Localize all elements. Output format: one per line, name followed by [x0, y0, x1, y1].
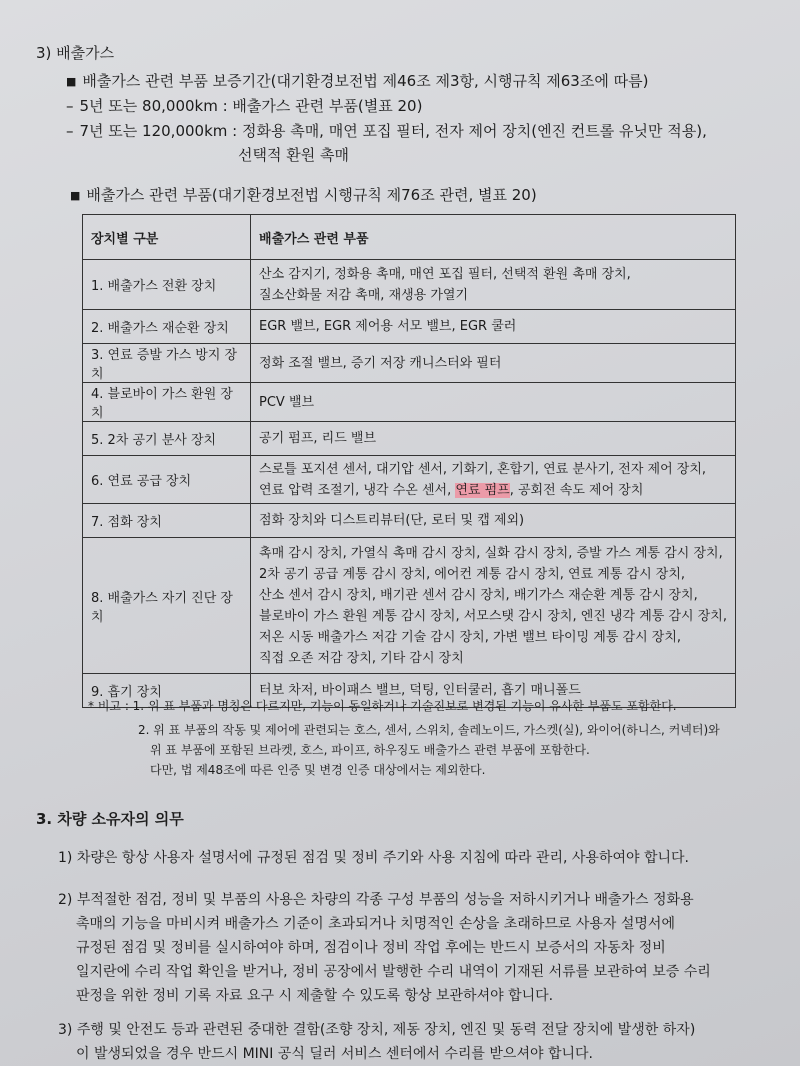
table-header-row [83, 215, 736, 260]
note-1: * 비고 : 1. 위 표 부품과 명칭은 다르지만, 기능이 동일하거나 기술진보로 변경된 기능이 유사한 부품도 포함한다. [88, 699, 677, 713]
row-parts [251, 260, 736, 310]
highlighted-fuel-pump: 연료 펌프 [455, 482, 510, 498]
owner-duties-heading: 3. 차량 소유자의 의무 [36, 810, 184, 828]
parts-line: PCV 밸브 [259, 394, 315, 410]
table-row [83, 538, 736, 674]
parts-line: 정화 조절 밸브, 증기 저장 캐니스터와 필터 [259, 355, 502, 371]
table-row [83, 383, 736, 422]
paragraph-line: 일지란에 수리 작업 확인을 받거나, 정비 공장에서 발행한 수리 내역이 기재된 서류를 보관하여 보증 수리 [76, 964, 711, 980]
row-category: 4. 블로바이 가스 환원 장치 [83, 383, 251, 422]
parts-line: 저온 시동 배출가스 저감 기술 감시 장치, 가변 밸브 타이밍 계통 감시 장치, [259, 629, 682, 645]
table-row [83, 504, 736, 538]
parts-line: 스로틀 포지션 센서, 대기압 센서, 기화기, 혼합기, 연료 분사기, 전자 제어 장치, [259, 461, 707, 477]
header-category: 장치별 구분 [83, 215, 251, 260]
table-row [83, 456, 736, 504]
row-category: 5. 2차 공기 분사 장치 [83, 422, 251, 456]
note-2-line1: 2. 위 표 부품의 작동 및 제어에 관련되는 호스, 센서, 스위치, 솔레노이드, 가스켓(실), 와이어(하니스, 커넥터)와 [138, 723, 720, 737]
row-parts [251, 538, 736, 674]
table-row [83, 310, 736, 344]
owner-duty-3 [58, 1018, 695, 1066]
row-category: 7. 점화 장치 [83, 504, 251, 538]
row-category: 2. 배출가스 재순환 장치 [83, 310, 251, 344]
table-row [83, 422, 736, 456]
parts-text: , 공회전 속도 제어 장치 [509, 482, 644, 498]
owner-duty-1: 1) 차량은 항상 사용자 설명서에 규정된 점검 및 정비 주기와 사용 지침에 따라 관리, 사용하여야 합니다. [58, 850, 689, 866]
parts-line: 블로바이 가스 환원 계통 감시 장치, 서모스탯 감시 장치, 엔진 냉각 계통 감시 장치, [259, 608, 727, 624]
paragraph-line: 2) 부적절한 점검, 정비 및 부품의 사용은 차량의 각종 구성 부품의 성능을 저하시키거나 배출가스 정화용 [58, 892, 694, 908]
warranty-line-7yr-cont: 선택적 환원 촉매 [238, 146, 349, 164]
row-category: 1. 배출가스 전환 장치 [83, 260, 251, 310]
warranty-line-7yr-text: 7년 또는 120,000km : 정화용 촉매, 매연 포집 필터, 전자 제어 장치(엔진 컨트롤 유닛만 적용), [79, 122, 707, 140]
parts-table-title [70, 184, 537, 205]
paragraph-line: 이 발생되었을 경우 반드시 MINI 공식 딜러 서비스 센터에서 수리를 받으셔야 합니다. [76, 1046, 593, 1062]
parts-line: 터보 차저, 바이패스 밸브, 덕팅, 인터쿨러, 흡기 매니폴드 [259, 683, 581, 698]
row-category: 3. 연료 증발 가스 방지 장치 [83, 344, 251, 383]
paragraph-line: 촉매의 기능을 마비시켜 배출가스 기준이 초과되거나 치명적인 손상을 초래하므로 사용자 설명서에 [76, 916, 675, 932]
warranty-title-text: 배출가스 관련 부품 보증기간(대기환경보전법 제46조 제3항, 시행규칙 제63조에 따름) [82, 72, 649, 90]
parts-line: 질소산화물 저감 촉매, 재생용 가열기 [259, 287, 469, 303]
paragraph-line: 판정을 위한 정비 기록 자료 요구 시 제출할 수 있도록 항상 보관하셔야 합니다. [76, 988, 554, 1004]
row-parts [251, 344, 736, 383]
parts-line: 점화 장치와 디스트리뷰터(단, 로터 및 캡 제외) [259, 513, 525, 528]
parts-line: 산소 센서 감시 장치, 배기관 센서 감시 장치, 배기가스 재순환 계통 감시 장치, [259, 587, 698, 603]
parts-text: 연료 압력 조절기, 냉각 수온 센서, [259, 482, 456, 498]
parts-line [259, 480, 727, 501]
row-parts [251, 456, 736, 504]
row-parts [251, 504, 736, 538]
note-2-line2: 위 표 부품에 포함된 브라켓, 호스, 파이프, 하우징도 배출가스 관련 부품에 포함한다. [150, 743, 590, 757]
parts-line: EGR 밸브, EGR 제어용 서모 밸브, EGR 쿨러 [259, 319, 517, 334]
row-parts [251, 310, 736, 344]
warranty-title [66, 70, 648, 91]
paragraph-line: 3) 주행 및 안전도 등과 관련된 중대한 결함(조향 장치, 제동 장치, 엔진 및 동력 전달 장치에 발생한 하자) [58, 1022, 696, 1038]
parts-line: 직접 오존 저감 장치, 기타 감시 장치 [259, 650, 464, 666]
parts-table-title-text: 배출가스 관련 부품(대기환경보전법 시행규칙 제76조 관련, 별표 20) [86, 186, 537, 204]
section-heading-emissions: 3) 배출가스 [36, 44, 115, 62]
row-category: 8. 배출가스 자기 진단 장치 [83, 538, 251, 674]
parts-line: 촉매 감시 장치, 가열식 촉매 감시 장치, 실화 감시 장치, 증발 가스 계통 감시 장치, [259, 545, 723, 561]
parts-line: 2차 공기 공급 계통 감시 장치, 에어컨 계통 감시 장치, 연료 계통 감시 장치, [259, 566, 686, 582]
warranty-line-7yr [66, 120, 707, 141]
table-row [83, 260, 736, 310]
row-parts [251, 383, 736, 422]
dash-marker: – [66, 122, 74, 140]
row-category: 6. 연료 공급 장치 [83, 456, 251, 504]
row-category: 9. 흡기 장치 [83, 674, 251, 708]
warranty-line-5yr [66, 95, 422, 116]
warranty-line-5yr-text: 5년 또는 80,000km : 배출가스 관련 부품(별표 20) [79, 97, 423, 115]
header-parts: 배출가스 관련 부품 [251, 215, 736, 260]
dash-marker: – [66, 97, 74, 115]
owner-duty-2 [58, 888, 711, 1008]
row-parts [251, 422, 736, 456]
paragraph-line: 규정된 점검 및 정비를 실시하여야 하며, 점검이나 정비 작업 후에는 반드시 보증서의 자동차 정비 [76, 940, 666, 956]
parts-line: 산소 감지기, 정화용 촉매, 매연 포집 필터, 선택적 환원 촉매 장치, [259, 266, 631, 282]
parts-line: 공기 펌프, 리드 밸브 [259, 431, 377, 446]
note-2-line3: 다만, 법 제48조에 따른 인증 및 변경 인증 대상에서는 제외한다. [150, 763, 486, 777]
table-row [83, 344, 736, 383]
emission-parts-table [82, 214, 736, 708]
